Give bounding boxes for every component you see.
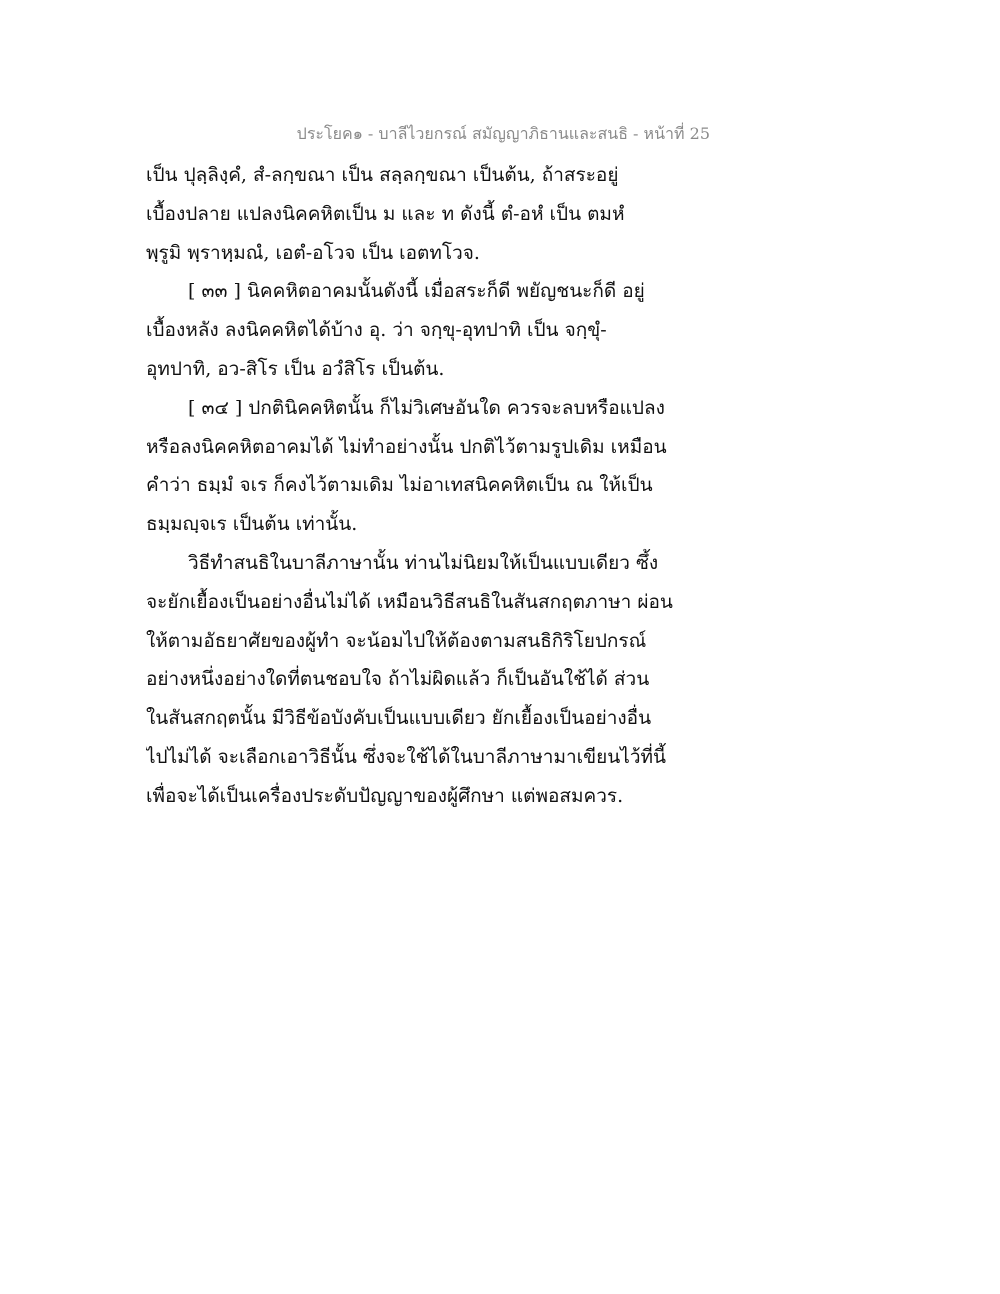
text-line: ไปไม่ได้ จะเลือกเอาวิธีนั้น ซึ่งจะใช้ได้ในบาลีภาษามาเขียนไว้ที่นี้ <box>146 745 667 768</box>
text-line: จะยักเยื้องเป็นอย่างอื่นไม่ได้ เหมือนวิธีสนธิในสันสกฤตภาษา ผ่อน <box>146 590 673 613</box>
body-text <box>146 156 706 816</box>
running-header: ประโยค๑ - บาลีไวยกรณ์ สมัญญาภิธานและสนธิ - หน้าที่ 25 <box>296 124 710 143</box>
text-line: อุทปาทิ, อว-สิโร เป็น อวํสิโร เป็นต้น. <box>146 357 445 380</box>
paragraph-start-sandhi-method: วิธีทำสนธิในบาลีภาษานั้น ท่านไม่นิยมให้เป็นแบบเดียว ซึ้ง <box>188 551 659 574</box>
text-line: ในสันสกฤตนั้น มีวิธีข้อบังคับเป็นแบบเดียว ยักเยื้องเป็นอย่างอื่น <box>146 707 652 730</box>
text-line: ธมฺมญฺจเร เป็นต้น เท่านั้น. <box>146 513 358 536</box>
text-line: หรือลงนิคคหิตอาคมได้ ไม่ทำอย่างนั้น ปกติไว้ตามรูปเดิม เหมือน <box>146 435 667 458</box>
paragraph-start-33: [ ๓๓ ] นิคคหิตอาคมนั้นดังนี้ เมื่อสระก็ดี พยัญชนะก็ดี อยู่ <box>188 280 645 303</box>
text-line: พฺรูมิ พฺราหฺมณํ, เอตํ-อโวจ เป็น เอตทโวจ. <box>146 241 480 264</box>
paragraph-start-34: [ ๓๔ ] ปกตินิคคหิตนั้น ก็ไม่วิเศษอันใด ควรจะลบหรือแปลง <box>188 396 665 419</box>
text-line: เบื้องปลาย แปลงนิคคหิตเป็น ม และ ท ดังนี้ ตํ-อหํ เป็น ตมหํ <box>146 202 625 225</box>
text-line: เป็น ปุลฺลิงฺคํ, สํ-ลกฺขณา เป็น สลฺลกฺขณา เป็นต้น, ถ้าสระอยู่ <box>146 164 619 186</box>
text-line: ให้ตามอัธยาศัยของผู้ทำ จะน้อมไปให้ต้องตามสนธิกิริโยปกรณ์ <box>146 629 647 652</box>
text-line: เพื่อจะได้เป็นเครื่องประดับปัญญาของผู้ศึกษา แต่พอสมควร. <box>146 784 624 807</box>
text-line: อย่างหนึ่งอย่างใดที่ตนชอบใจ ถ้าไม่ผิดแล้ว ก็เป็นอันใช้ได้ ส่วน <box>146 668 650 691</box>
text-line: คำว่า ธมฺมํ จเร ก็คงไว้ตามเดิม ไม่อาเทสนิคคหิตเป็น ณ ให้เป็น <box>146 474 653 497</box>
text-line: เบื้องหลัง ลงนิคคหิตได้บ้าง อุ. ว่า จกฺขุ-อุทปาทิ เป็น จกฺขุํ- <box>146 319 607 342</box>
